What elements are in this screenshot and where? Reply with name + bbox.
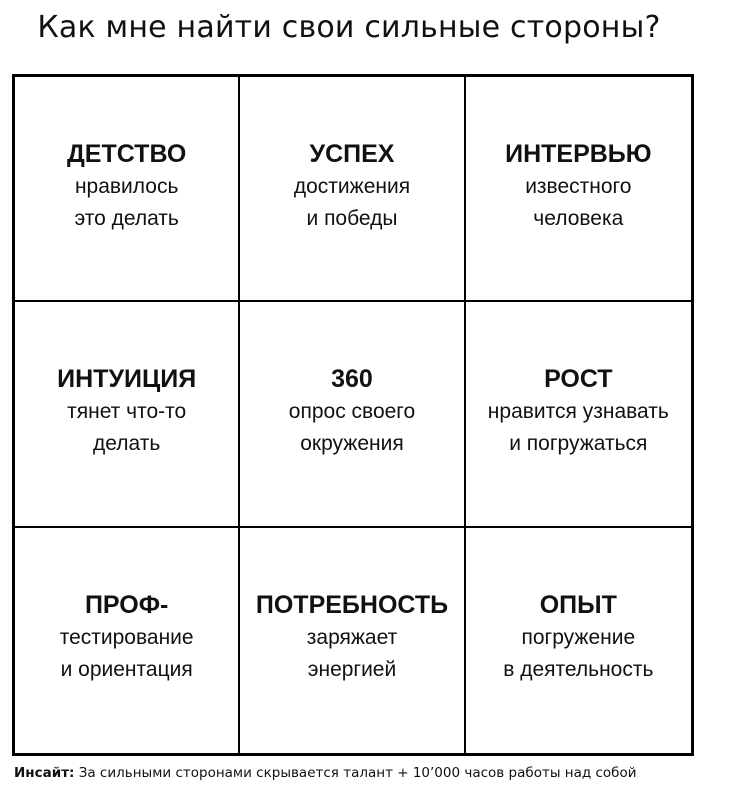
cell-description-line: и погружаться — [509, 431, 648, 455]
grid-cell-interview — [466, 77, 691, 302]
cell-description-line: тянет что-то — [67, 399, 187, 423]
cell-title: УСПЕХ — [309, 139, 395, 168]
cell-title: 360 — [331, 364, 373, 393]
insight-text: За сильными сторонами скрывается талант + 10’000 часов работы над собой — [74, 765, 637, 781]
cell-description-line: энергией — [307, 658, 397, 682]
cell-title: ИНТУИЦИЯ — [57, 364, 197, 393]
cell-title: ПРОФ- — [84, 591, 169, 620]
cell-description-line: человека — [533, 206, 624, 230]
insight-footer — [14, 765, 637, 781]
grid-cell-experience — [466, 528, 691, 753]
cell-description-line: окружения — [300, 431, 404, 455]
cell-description-line: и победы — [306, 206, 398, 230]
cell-title: ПОТРЕБНОСТЬ — [255, 591, 449, 620]
strengths-grid — [12, 74, 694, 756]
grid-cell-prof-testing — [15, 528, 240, 753]
cell-description-line: заряжает — [306, 626, 398, 650]
cell-title: ОПЫТ — [539, 591, 617, 620]
cell-description-line: нравится узнавать — [487, 399, 669, 423]
cell-title: ДЕТСТВО — [66, 139, 187, 168]
grid-cell-growth — [466, 302, 691, 527]
cell-description-line: известного — [525, 174, 632, 198]
cell-description-line: и ориентация — [60, 658, 193, 682]
cell-title: РОСТ — [544, 364, 613, 393]
cell-description-line: делать — [93, 431, 161, 455]
cell-title: ИНТЕРВЬЮ — [505, 139, 652, 168]
cell-description-line: нравилось — [74, 174, 179, 198]
grid-cell-need — [240, 528, 465, 753]
cell-description-line: тестирование — [59, 626, 194, 650]
grid-cell-childhood — [15, 77, 240, 302]
page-title: Как мне найти свои сильные стороны? — [37, 10, 661, 45]
grid-cell-360 — [240, 302, 465, 527]
insight-label: Инсайт: — [14, 765, 75, 781]
grid-cell-success — [240, 77, 465, 302]
cell-description-line: в деятельность — [503, 658, 654, 682]
cell-description-line: погружение — [521, 626, 636, 650]
grid-cell-intuition — [15, 302, 240, 527]
cell-description-line: это делать — [74, 206, 179, 230]
cell-description-line: опрос своего — [288, 399, 416, 423]
cell-description-line: достижения — [293, 174, 411, 198]
